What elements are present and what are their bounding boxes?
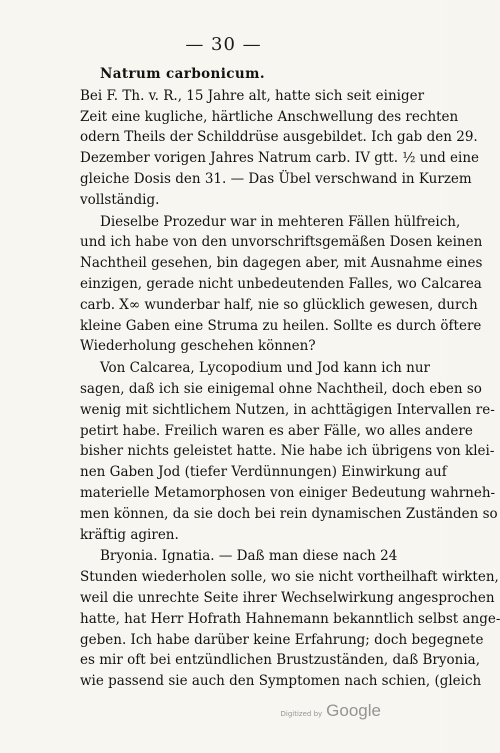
text-line: sagen, daß ich sie einigemal ohne Nachtheil, doch eben so bbox=[80, 380, 482, 397]
digitized-by-label: Digitized by bbox=[280, 710, 323, 718]
body-text bbox=[80, 64, 500, 692]
text-line: bisher nichts geleistet hatte. Nie habe ich übrigens von klei- bbox=[80, 443, 495, 460]
text-line: einzigen, gerade nicht unbedeutenden Falles, wo Calcarea bbox=[80, 275, 482, 292]
text-line: Dezember vorigen Jahres Natrum carb. IV gtt. ½ und eine bbox=[80, 150, 480, 167]
text-line: wenig mit sichtlichem Nutzen, in achttägigen Intervallen re- bbox=[80, 401, 495, 418]
text-line: odern Theils der Schilddrüse ausgebildet. Ich gab den 29. bbox=[80, 129, 478, 146]
text-line: Dieselbe Prozedur war in mehteren Fällen hülfreich, bbox=[100, 213, 461, 230]
text-line: Von Calcarea, Lycopodium und Jod kann ich nur bbox=[100, 360, 430, 377]
text-line: es mir oft bei entzündlichen Brustzuständen, daß Bryonia, bbox=[80, 652, 480, 669]
text-line: Nachtheil gesehen, bin dagegen aber, mit Ausnahme eines bbox=[80, 255, 483, 272]
text-line: kleine Gaben eine Struma zu heilen. Sollte es durch öftere bbox=[80, 317, 482, 334]
text-line: men können, da sie doch bei rein dynamischen Zuständen so bbox=[80, 505, 498, 522]
google-wordmark: Google bbox=[326, 701, 381, 720]
text-line: hatte, hat Herr Hofrath Hahnemann bekanntlich selbst ange- bbox=[80, 610, 500, 627]
text-line: gleiche Dosis den 31. — Das Übel verschwand in Kurzem bbox=[80, 170, 472, 187]
text-line: carb. X∞ wunderbar half, nie so glücklich gewesen, durch bbox=[80, 296, 478, 313]
digitized-footer bbox=[281, 701, 381, 721]
text-line: Bryonia. Ignatia. — Daß man diese nach 24 bbox=[100, 548, 398, 565]
text-line: und ich habe von den unvorschriftsgemäßen Dosen keinen bbox=[80, 234, 483, 251]
text-line: geben. Ich habe darüber keine Erfahrung; doch begegnete bbox=[80, 631, 484, 648]
text-line: Wiederholung geschehen können? bbox=[80, 338, 316, 355]
text-line: materielle Metamorphosen von einiger Bedeutung wahrneh- bbox=[80, 484, 496, 501]
text-line: vollständig. bbox=[80, 191, 160, 208]
text-line: wie passend sie auch den Symptomen nach schien, (gleich bbox=[80, 673, 482, 690]
text-line: nen Gaben Jod (tiefer Verdünnungen) Einwirkung auf bbox=[80, 464, 447, 481]
text-line: Stunden wiederholen solle, wo sie nicht vortheilhaft wirkten, bbox=[80, 569, 499, 586]
text-line: Zeit eine kugliche, härtliche Anschwellung des rechten bbox=[80, 108, 459, 125]
text-line: petirt habe. Freilich waren es aber Fälle, wo alles andere bbox=[80, 422, 473, 439]
text-line: Bei F. Th. v. R., 15 Jahre alt, hatte sich seit einiger bbox=[80, 87, 425, 104]
text-line: kräftig agiren. bbox=[80, 526, 179, 543]
page-number: — 30 — bbox=[185, 34, 262, 55]
text-line: weil die unrechte Seite ihrer Wechselwirkung angesprochen bbox=[80, 589, 495, 606]
section-heading: Natrum carbonicum. bbox=[100, 66, 265, 82]
